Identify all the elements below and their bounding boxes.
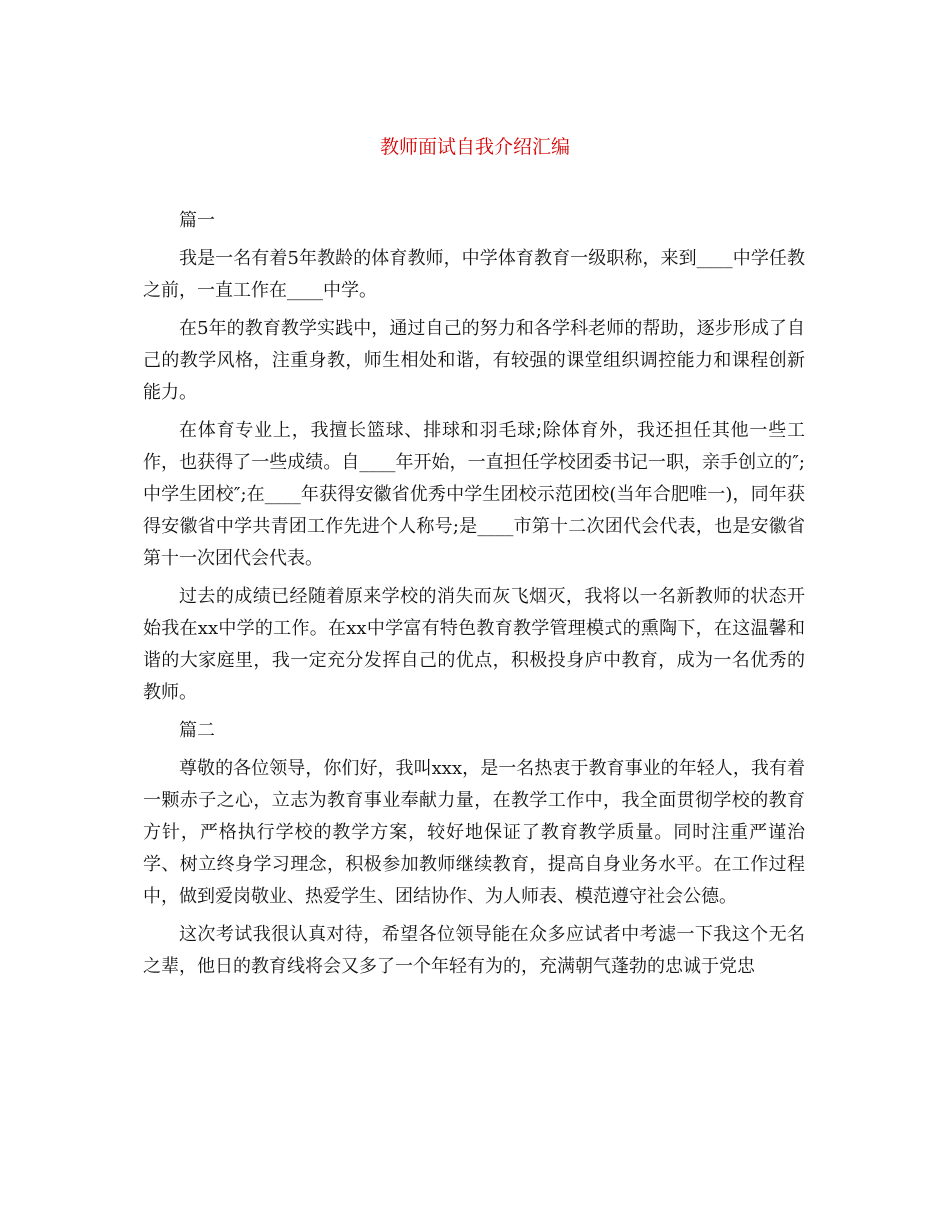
paragraph: 尊敬的各位领导，你们好，我叫xxx，是一名热衷于教育事业的年轻人，我有着一颗赤子之心，立志为教育事业奉献力量，在教学工作中，我全面贯彻学校的教育方针，严格执行学校的教学方案，较好地保证了教育教学质量。同时注重严谨治学、树立终身学习理念，积极参加教师继续教育，提高自身业务水平。在工作过程中，做到爱岗敬业、热爱学生、团结协作、为人师表、模范遵守社会公德。	[143, 758, 805, 907]
section-heading-1: 篇一	[179, 210, 215, 231]
paragraph: 这次考试我很认真对待，希望各位领导能在众多应试者中考滤一下我这个无名之辈，他日的教育线将会又多了一个年轻有为的，充满朝气蓬勃的忠诚于党忠	[143, 924, 805, 977]
paragraph: 过去的成绩已经随着原来学校的消失而灰飞烟灭，我将以一名新教师的状态开始我在xx中学的工作。在xx中学富有特色教育教学管理模式的熏陶下，在这温馨和谐的大家庭里，我一定充分发挥自己的优点，积极投身庐中教育，成为一名优秀的教师。	[143, 586, 805, 703]
paragraph: 在5年的教育教学实践中，通过自己的努力和各学科老师的帮助，逐步形成了自己的教学风格，注重身教，师生相处和谐，有较强的课堂组织调控能力和课程创新能力。	[143, 318, 805, 403]
paragraph: 我是一名有着5年教龄的体育教师，中学体育教育一级职称，来到____中学任教之前，一直工作在____中学。	[143, 248, 805, 301]
document-body	[143, 205, 805, 989]
paragraph: 在体育专业上，我擅长篮球、排球和羽毛球;除体育外，我还担任其他一些工作，也获得了一些成绩。自____年开始，一直担任学校团委书记一职，亲手创立的″;中学生团校″;在____年获得安徽省优秀中学生团校示范团校(当年合肥唯一)，同年获得安徽省中学共青团工作先进个人称号;是____市第十二次团代会代表，也是安徽省第十一次团代会代表。	[143, 420, 805, 569]
document-title: 教师面试自我介绍汇编	[379, 136, 570, 158]
section-heading-2: 篇二	[179, 720, 215, 741]
